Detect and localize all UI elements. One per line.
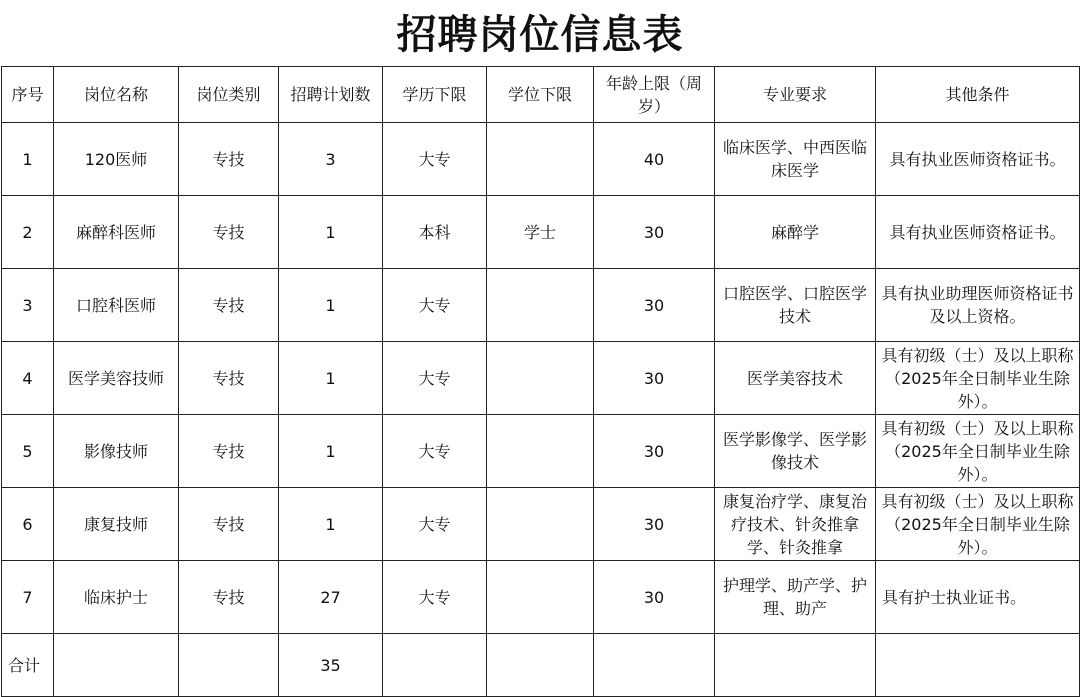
cell-index: 5 [2, 415, 54, 488]
cell-age: 30 [594, 488, 715, 561]
cell-education: 大专 [383, 342, 487, 415]
cell-index: 6 [2, 488, 54, 561]
cell-major: 医学影像学、医学影像技术 [715, 415, 876, 488]
table-row [2, 342, 1080, 415]
cell-education: 大专 [383, 269, 487, 342]
cell-other: 具有初级（士）及以上职称（2025年全日制毕业生除外）。 [876, 415, 1080, 488]
cell-other: 具有执业助理医师资格证书及以上资格。 [876, 269, 1080, 342]
cell-major: 医学美容技术 [715, 342, 876, 415]
cell-degree [487, 269, 594, 342]
cell-name: 120医师 [54, 123, 179, 196]
table-row [2, 415, 1080, 488]
table-row [2, 561, 1080, 634]
total-empty [54, 634, 179, 697]
header-degree: 学位下限 [487, 67, 594, 123]
cell-degree [487, 342, 594, 415]
cell-degree [487, 561, 594, 634]
total-empty [383, 634, 487, 697]
cell-count: 1 [279, 488, 383, 561]
cell-count: 1 [279, 269, 383, 342]
page-title: 招聘岗位信息表 [396, 11, 684, 58]
cell-index: 1 [2, 123, 54, 196]
total-empty [594, 634, 715, 697]
total-label: 合计 [2, 634, 54, 697]
cell-age: 40 [594, 123, 715, 196]
table-row [2, 269, 1080, 342]
cell-education: 大专 [383, 488, 487, 561]
cell-category: 专技 [179, 342, 279, 415]
cell-count: 1 [279, 415, 383, 488]
cell-other: 具有初级（士）及以上职称（2025年全日制毕业生除外）。 [876, 342, 1080, 415]
table-row [2, 123, 1080, 196]
cell-education: 大专 [383, 561, 487, 634]
cell-category: 专技 [179, 488, 279, 561]
cell-count: 27 [279, 561, 383, 634]
cell-other: 具有执业医师资格证书。 [876, 196, 1080, 269]
cell-major: 临床医学、中西医临床医学 [715, 123, 876, 196]
cell-major: 口腔医学、口腔医学技术 [715, 269, 876, 342]
cell-category: 专技 [179, 561, 279, 634]
cell-category: 专技 [179, 196, 279, 269]
cell-index: 4 [2, 342, 54, 415]
cell-category: 专技 [179, 123, 279, 196]
cell-major: 康复治疗学、康复治疗技术、针灸推拿学、针灸推拿 [715, 488, 876, 561]
table-header-row [2, 67, 1080, 123]
cell-name: 医学美容技师 [54, 342, 179, 415]
cell-education: 大专 [383, 415, 487, 488]
header-name: 岗位名称 [54, 67, 179, 123]
cell-degree [487, 123, 594, 196]
header-index: 序号 [2, 67, 54, 123]
cell-name: 临床护士 [54, 561, 179, 634]
total-row [2, 634, 1080, 697]
cell-degree [487, 415, 594, 488]
cell-age: 30 [594, 196, 715, 269]
cell-major: 护理学、助产学、护理、助产 [715, 561, 876, 634]
cell-name: 影像技师 [54, 415, 179, 488]
header-category: 岗位类别 [179, 67, 279, 123]
cell-age: 30 [594, 342, 715, 415]
recruitment-table [1, 66, 1080, 697]
cell-count: 1 [279, 342, 383, 415]
cell-major: 麻醉学 [715, 196, 876, 269]
cell-name: 麻醉科医师 [54, 196, 179, 269]
cell-education: 大专 [383, 123, 487, 196]
total-empty [876, 634, 1080, 697]
cell-age: 30 [594, 415, 715, 488]
cell-count: 3 [279, 123, 383, 196]
header-age: 年龄上限（周岁） [594, 67, 715, 123]
header-major: 专业要求 [715, 67, 876, 123]
header-other: 其他条件 [876, 67, 1080, 123]
total-empty [715, 634, 876, 697]
cell-other: 具有执业医师资格证书。 [876, 123, 1080, 196]
cell-other: 具有初级（士）及以上职称（2025年全日制毕业生除外）。 [876, 488, 1080, 561]
table-row [2, 196, 1080, 269]
cell-index: 3 [2, 269, 54, 342]
total-empty [487, 634, 594, 697]
cell-age: 30 [594, 269, 715, 342]
cell-count: 1 [279, 196, 383, 269]
cell-name: 康复技师 [54, 488, 179, 561]
cell-age: 30 [594, 561, 715, 634]
cell-other: 具有护士执业证书。 [876, 561, 1080, 634]
total-count: 35 [279, 634, 383, 697]
table-row [2, 488, 1080, 561]
cell-name: 口腔科医师 [54, 269, 179, 342]
header-education: 学历下限 [383, 67, 487, 123]
cell-degree: 学士 [487, 196, 594, 269]
cell-degree [487, 488, 594, 561]
header-count: 招聘计划数 [279, 67, 383, 123]
cell-category: 专技 [179, 415, 279, 488]
total-empty [179, 634, 279, 697]
cell-index: 7 [2, 561, 54, 634]
cell-category: 专技 [179, 269, 279, 342]
cell-education: 本科 [383, 196, 487, 269]
cell-index: 2 [2, 196, 54, 269]
